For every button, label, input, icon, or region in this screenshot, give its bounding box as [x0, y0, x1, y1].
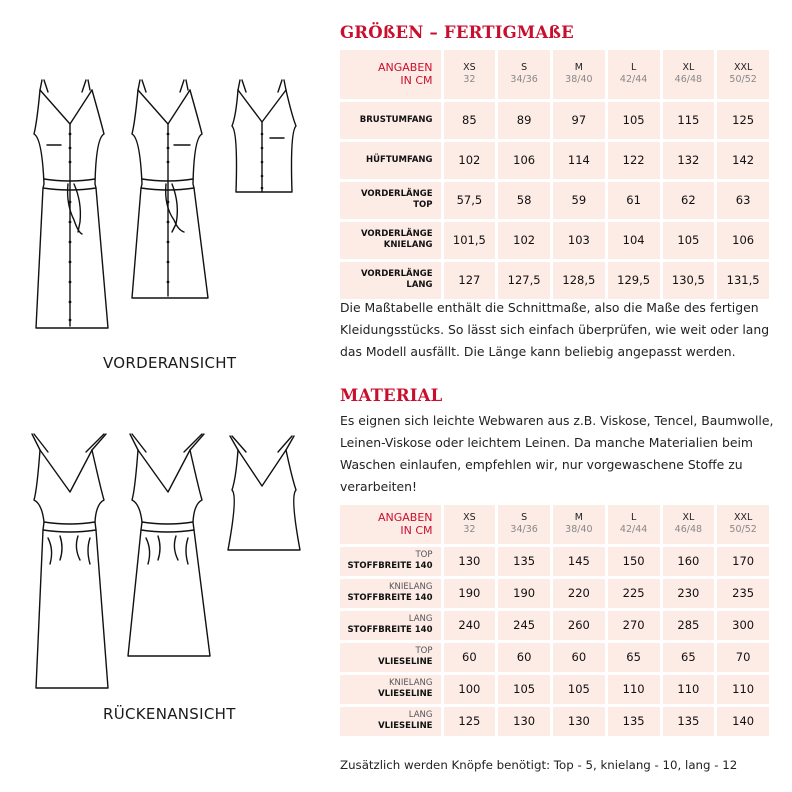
- table-cell: 104: [606, 220, 661, 260]
- corner-line: IN CM: [400, 524, 433, 538]
- table-cell: 61: [606, 180, 661, 220]
- table-cell: 260: [552, 609, 607, 641]
- row-label-text: BRUSTUMFANG: [359, 114, 433, 125]
- size-column-header: [442, 505, 497, 545]
- size-column-header: [552, 50, 607, 100]
- row-label-sub: KNIELANG: [388, 582, 433, 592]
- back-view-caption: RÜCKENANSICHT: [103, 705, 236, 723]
- size-code: XXL: [733, 512, 753, 524]
- size-number: 46/48: [674, 524, 703, 536]
- table-row: [340, 705, 771, 737]
- size-column-header: [716, 505, 771, 545]
- size-number: 42/44: [619, 524, 648, 536]
- table-row: [340, 609, 771, 641]
- table-cell: 60: [497, 641, 552, 673]
- row-label-sub: LANG: [408, 710, 433, 720]
- table-cell: 114: [552, 140, 607, 180]
- table-row: [340, 641, 771, 673]
- table-cell: 245: [497, 609, 552, 641]
- size-number: 34/36: [510, 74, 538, 86]
- front-knee-dress-drawing: [118, 72, 218, 312]
- row-label-sub: TOP: [415, 550, 433, 560]
- size-code: XL: [682, 512, 695, 524]
- size-column-header: [497, 50, 552, 100]
- size-column-header: [497, 505, 552, 545]
- size-number: 32: [463, 524, 476, 536]
- material-table-header-row: [340, 505, 771, 545]
- size-column-header: [716, 50, 771, 100]
- table-row: [340, 545, 771, 577]
- table-cell: 62: [661, 180, 716, 220]
- table-cell: 110: [661, 673, 716, 705]
- size-code: M: [574, 62, 583, 74]
- size-number: 50/52: [729, 74, 757, 86]
- back-top-drawing: [222, 432, 312, 556]
- size-code: L: [630, 62, 637, 74]
- front-long-dress-drawing: [20, 72, 120, 332]
- table-cell: 270: [606, 609, 661, 641]
- row-label-main: VLIESELINE: [378, 721, 433, 731]
- table-cell: 65: [661, 641, 716, 673]
- table-cell: 100: [442, 673, 497, 705]
- size-column-header: [552, 505, 607, 545]
- row-label: [340, 220, 442, 260]
- row-label: [340, 609, 442, 641]
- row-label: [340, 100, 442, 140]
- table-row: [340, 140, 771, 180]
- table-row: [340, 260, 771, 300]
- row-label-text: VORDERLÄNGE: [361, 189, 433, 199]
- table-cell: 142: [716, 140, 771, 180]
- corner-line: ANGABEN: [377, 511, 433, 525]
- table-cell: 131,5: [716, 260, 771, 300]
- table-cell: 127: [442, 260, 497, 300]
- size-code: XXL: [733, 62, 753, 74]
- table-cell: 110: [716, 673, 771, 705]
- table-cell: 89: [497, 100, 552, 140]
- size-number: 46/48: [674, 74, 703, 86]
- table-cell: 60: [552, 641, 607, 673]
- row-label-main: VLIESELINE: [378, 657, 433, 667]
- table-cell: 105: [606, 100, 661, 140]
- size-code: S: [521, 62, 528, 74]
- table-cell: 105: [497, 673, 552, 705]
- row-label-text: HÜFTUMFANG: [366, 154, 433, 165]
- row-label: [340, 641, 442, 673]
- table-row: [340, 220, 771, 260]
- size-number: 42/44: [619, 74, 648, 86]
- size-code: XS: [463, 62, 476, 74]
- table-cell: 122: [606, 140, 661, 180]
- table-cell: 105: [552, 673, 607, 705]
- table-row: [340, 100, 771, 140]
- size-code: M: [574, 512, 583, 524]
- table-cell: 135: [661, 705, 716, 737]
- size-column-header: [442, 50, 497, 100]
- table-cell: 57,5: [442, 180, 497, 220]
- table-cell: 127,5: [497, 260, 552, 300]
- row-label-main: STOFFBREITE 140: [347, 561, 433, 571]
- size-column-header: [606, 505, 661, 545]
- table-cell: 145: [552, 545, 607, 577]
- table-cell: 97: [552, 100, 607, 140]
- corner-line: ANGABEN: [377, 61, 433, 75]
- row-label-sub: KNIELANG: [388, 678, 433, 688]
- sizes-description: Die Maßtabelle enthält die Schnittmaße, also die Maße des fertigen Kleidungsstücks. So lässt sich einfach überprüfen, wie weit oder lang das Modell ausfällt. Die Länge kann beliebig angepasst werden.: [340, 300, 770, 359]
- table-cell: 58: [497, 180, 552, 220]
- table-cell: 225: [606, 577, 661, 609]
- size-code: XS: [463, 512, 476, 524]
- table-cell: 132: [661, 140, 716, 180]
- row-label-main: VLIESELINE: [378, 689, 433, 699]
- table-cell: 70: [716, 641, 771, 673]
- table-cell: 60: [442, 641, 497, 673]
- table-cell: 130: [552, 705, 607, 737]
- table-cell: 170: [716, 545, 771, 577]
- table-cell: 220: [552, 577, 607, 609]
- row-label: [340, 577, 442, 609]
- table-cell: 130: [442, 545, 497, 577]
- size-code: S: [521, 512, 528, 524]
- table-cell: 59: [552, 180, 607, 220]
- table-cell: 85: [442, 100, 497, 140]
- size-number: 50/52: [729, 524, 757, 536]
- front-view-caption: VORDERANSICHT: [103, 354, 237, 372]
- table-cell: 65: [606, 641, 661, 673]
- material-description: Es eignen sich leichte Webwaren aus z.B. Viskose, Tencel, Baumwolle, Leinen-Viskose oder leichtem Leinen. Da manche Materialien beim Waschen einlaufen, empfehlen wir, nur vorgewaschene Stoffe zu verarbeiten!: [340, 413, 774, 494]
- row-label-text: TOP: [413, 200, 433, 210]
- table-cell: 103: [552, 220, 607, 260]
- row-label: [340, 180, 442, 220]
- size-number: 32: [463, 74, 476, 86]
- row-label: [340, 260, 442, 300]
- row-label: [340, 673, 442, 705]
- table-cell: 105: [661, 220, 716, 260]
- buttons-note: Zusätzlich werden Knöpfe benötigt: Top - 5, knielang - 10, lang - 12: [340, 758, 738, 772]
- table-cell: 190: [442, 577, 497, 609]
- table-cell: 63: [716, 180, 771, 220]
- sizes-table: [340, 50, 772, 302]
- size-code: L: [630, 512, 637, 524]
- corner-line: IN CM: [400, 74, 433, 88]
- table-cell: 125: [442, 705, 497, 737]
- size-column-header: [661, 505, 716, 545]
- table-cell: 110: [606, 673, 661, 705]
- size-column-header: [606, 50, 661, 100]
- table-cell: 106: [497, 140, 552, 180]
- back-knee-dress-drawing: [118, 430, 218, 662]
- table-cell: 240: [442, 609, 497, 641]
- table-cell: 125: [716, 100, 771, 140]
- row-label-sub: LANG: [408, 614, 433, 624]
- table-cell: 135: [497, 545, 552, 577]
- table-cell: 130: [497, 705, 552, 737]
- row-label-sub: TOP: [415, 646, 433, 656]
- row-label: [340, 705, 442, 737]
- row-label-text: LANG: [406, 280, 433, 290]
- table-cell: 115: [661, 100, 716, 140]
- front-top-drawing: [222, 74, 312, 204]
- material-title: MATERIAL: [340, 386, 443, 405]
- size-code: XL: [682, 62, 695, 74]
- row-label-main: STOFFBREITE 140: [347, 593, 433, 603]
- table-cell: 102: [442, 140, 497, 180]
- technical-drawings: [0, 0, 332, 792]
- table-cell: 230: [661, 577, 716, 609]
- size-number: 38/40: [565, 524, 593, 536]
- row-label-text: VORDERLÄNGE: [361, 229, 433, 239]
- table-cell: 150: [606, 545, 661, 577]
- material-table: [340, 505, 772, 739]
- table-cell: 285: [661, 609, 716, 641]
- sizes-table-header-row: [340, 50, 771, 100]
- table-corner-label: [340, 50, 442, 100]
- size-number: 38/40: [565, 74, 593, 86]
- table-cell: 160: [661, 545, 716, 577]
- table-row: [340, 673, 771, 705]
- sizes-title: GRÖßEN – FERTIGMAßE: [340, 23, 574, 42]
- row-label: [340, 140, 442, 180]
- row-label: [340, 545, 442, 577]
- row-label-main: STOFFBREITE 140: [347, 625, 433, 635]
- size-column-header: [661, 50, 716, 100]
- size-number: 34/36: [510, 524, 538, 536]
- table-cell: 190: [497, 577, 552, 609]
- back-long-dress-drawing: [20, 430, 120, 692]
- table-corner-label: [340, 505, 442, 545]
- table-cell: 135: [606, 705, 661, 737]
- table-cell: 128,5: [552, 260, 607, 300]
- table-cell: 235: [716, 577, 771, 609]
- table-cell: 140: [716, 705, 771, 737]
- row-label-text: KNIELANG: [383, 240, 433, 250]
- table-cell: 130,5: [661, 260, 716, 300]
- table-row: [340, 577, 771, 609]
- table-cell: 300: [716, 609, 771, 641]
- table-row: [340, 180, 771, 220]
- table-cell: 101,5: [442, 220, 497, 260]
- table-cell: 129,5: [606, 260, 661, 300]
- row-label-text: VORDERLÄNGE: [361, 269, 433, 279]
- table-cell: 102: [497, 220, 552, 260]
- table-cell: 106: [716, 220, 771, 260]
